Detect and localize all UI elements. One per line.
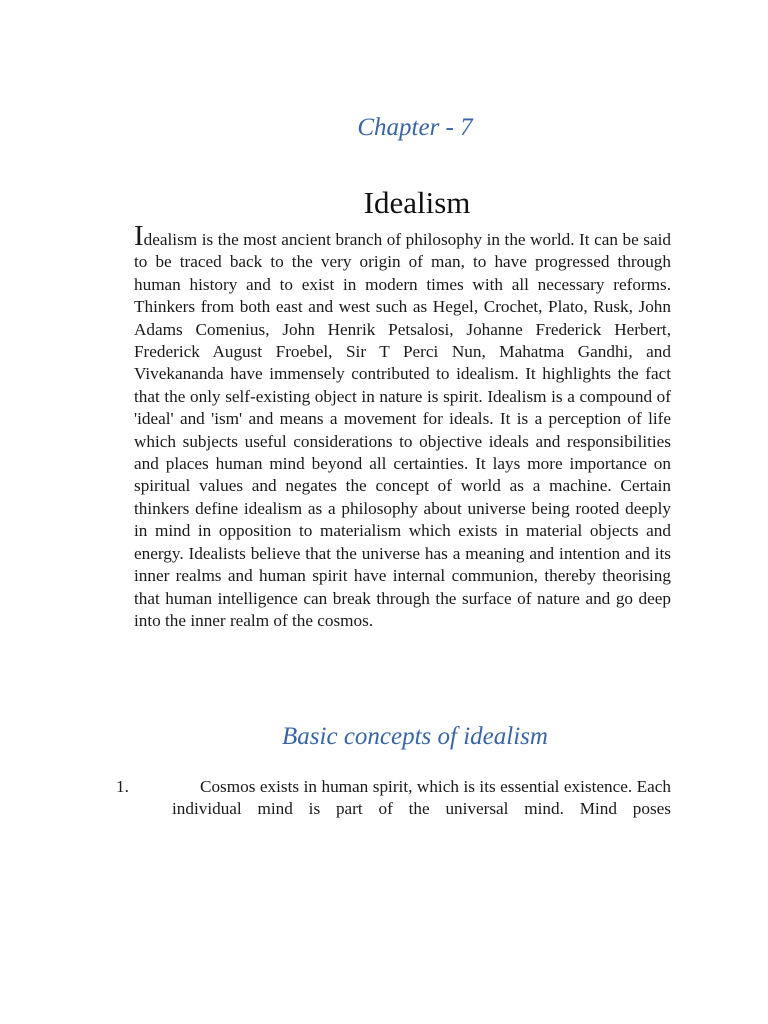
drop-cap: I — [134, 220, 144, 252]
list-item-number: 1. — [116, 777, 129, 796]
intro-paragraph — [134, 220, 671, 632]
page-title: Idealism — [363, 185, 471, 220]
chapter-label: Chapter - 7 — [357, 114, 473, 141]
intro-text: dealism is the most ancient branch of philosophy in the world. It can be said to be traced back to the very origin of man, to have progressed through human history and to exist in modern times with all necessary reforms. Thinkers from both east and west such as Hegel, Crochet, Plato, Rusk, John Adams Comenius, John Henrik Petsalosi, Johanne Frederick Herbert, Frederick August Froebel, Sir T Perci Nun, Mahatma Gandhi, and Vivekananda have immensely contributed to idealism. It highlights the fact that the only self-existing object in nature is spirit. Idealism is a compound of 'ideal' and 'ism' and means a movement for ideals. It is a perception of life which subjects useful considerations to objective ideals and responsibilities and places human mind beyond all certainties. It lays more importance on spiritual values and negates the concept of world as a machine. Certain thinkers define idealism as a philosophy about universe being rooted deeply in mind in opposition to materialism which exists in material objects and energy. Idealists believe that the universe has a meaning and intention and its inner realms and human spirit have internal communion, thereby theorising that human intelligence can break through the surface of nature and go deep into the inner realm of the cosmos. — [134, 230, 671, 630]
section-heading: Basic concepts of idealism — [282, 723, 548, 750]
list-item-text: Cosmos exists in human spirit, which is its essential existence. Each individual mind is part of the universal mind. Mind poses — [172, 777, 671, 819]
